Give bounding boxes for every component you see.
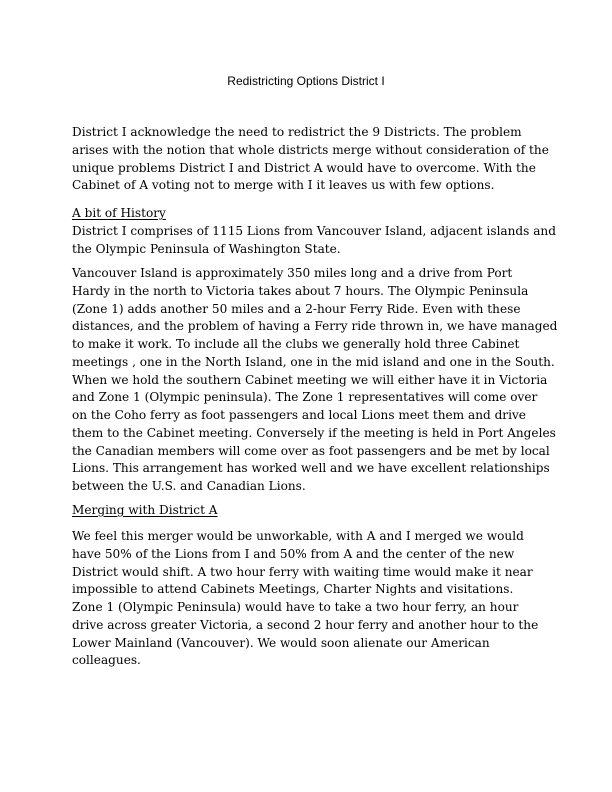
- text-line: Vancouver Island is approximately 350 miles long and a drive from Port: [72, 266, 513, 280]
- text-line: them to the Cabinet meeting. Conversely if the meeting is held in Port Angeles: [72, 425, 556, 440]
- text-line: District would shift. A two hour ferry with waiting time would make it near: [72, 564, 533, 579]
- text-line: colleagues.: [72, 653, 141, 668]
- text-line: the Olympic Peninsula of Washington State.: [72, 241, 341, 256]
- merging-paragraph: [72, 528, 552, 670]
- text-line: the Canadian members will come over as foot passengers and be met by local: [72, 443, 550, 458]
- history-heading: A bit of History: [72, 206, 166, 220]
- text-line: between the U.S. and Canadian Lions.: [72, 479, 306, 493]
- text-line: to make it work. To include all the clubs we generally hold three Cabinet: [72, 337, 520, 351]
- text-line: drive across greater Victoria, a second 2 hour ferry and another hour to the: [72, 617, 539, 632]
- text-line: When we hold the southern Cabinet meeting we will either have it in Victoria: [72, 372, 548, 387]
- text-line: District I comprises of 1115 Lions from Vancouver Island, adjacent islands and: [72, 223, 556, 238]
- text-line: have 50% of the Lions from I and 50% from A and the center of the new: [72, 546, 515, 561]
- text-line: distances, and the problem of having a Ferry ride thrown in, we have managed: [72, 319, 558, 334]
- text-line: and Zone 1 (Olympic peninsula). The Zone 1 representatives will come over: [72, 390, 538, 405]
- text-line: on the Coho ferry as foot passengers and local Lions meet them and drive: [72, 408, 526, 422]
- text-line: Lower Mainland (Vancouver). We would soon alienate our American: [72, 635, 490, 650]
- text-line: District I acknowledge the need to redistrict the 9 Districts. The problem: [72, 125, 522, 139]
- text-line: unique problems District I and District A would have to overcome. With the: [72, 160, 536, 175]
- text-line: meetings , one in the North Island, one in the mid island and one in the South.: [72, 354, 555, 369]
- text-line: (Zone 1) adds another 50 miles and a 2-hour Ferry Ride. Even with these: [72, 301, 521, 316]
- text-line: Hardy in the north to Victoria takes about 7 hours. The Olympic Peninsula: [72, 283, 529, 298]
- geography-paragraph: [72, 265, 558, 496]
- text-line: impossible to attend Cabinets Meetings, Charter Nights and visitations.: [72, 582, 514, 597]
- merging-heading: Merging with District A: [72, 503, 218, 517]
- text-line: arises with the notion that whole districts merge without consideration of the: [72, 142, 549, 157]
- history-section: [72, 205, 556, 258]
- merging-section: [72, 502, 552, 520]
- text-line: Lions. This arrangement has worked well and we have excellent relationships: [72, 461, 550, 476]
- text-line: Cabinet of A voting not to merge with I it leaves us with few options.: [72, 178, 495, 193]
- document-title: Redistricting Options District I: [227, 74, 385, 88]
- text-line: Zone 1 (Olympic Peninsula) would have to take a two hour ferry, an hour: [72, 600, 519, 614]
- intro-paragraph: [72, 124, 552, 195]
- text-line: We feel this merger would be unworkable, with A and I merged we would: [72, 529, 524, 543]
